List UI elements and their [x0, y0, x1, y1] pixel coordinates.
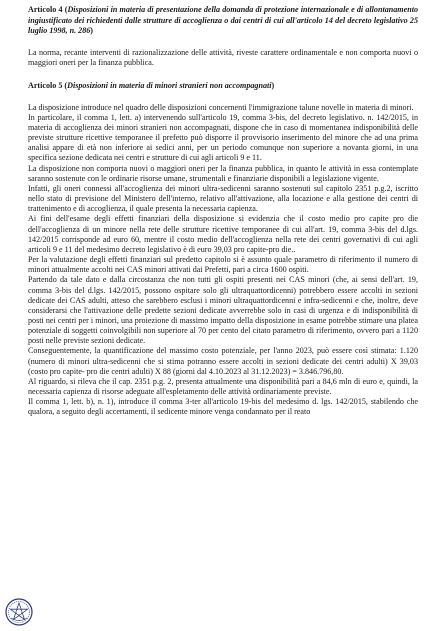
article-5-paragraph: La disposizione introduce nel quadro delle disposizioni concernenti l'immigrazione talune novelle in materia di minori. [28, 102, 414, 112]
article-5-paragraph: La disposizione non comporta nuovi o maggiori oneri per la finanza pubblica, in quanto le attività in essa contemplate saranno sostenute con le ordinarie risorse umane, strumentali e finanziarie disponibili a legislazione vigente. [28, 163, 418, 183]
article-5-paragraph: Ai fini dell'esame degli effetti finanziari della disposizione si evidenzia che il costo medio pro capite pro die dell'accoglienza di un minore nella rete delle strutture ricettive temporanee di cui all'art. 19, comma 3-bis del d.lgs. 142/2015 corrisponde ad euro 60, mentre il costo medio dell'accoglienza nella rete dei centri governativi di cui agli articoli 9 e 11 del medesimo decreto legislativo è di euro 39,03 pro capite-pro die.. [28, 214, 418, 254]
article-4-body: La norma, recante interventi di razionalizzazione delle attività, riveste carattere ordinamentale e non comporta nuovi o maggiori oneri per la finanza pubblica. [28, 47, 418, 67]
document-page [28, 5, 418, 418]
article-5-paragraph: Partendo da tale dato e dalla circostanza che non tutti gli ospiti presenti nei CAS minori (che, ai sensi dell'art. 19, comma 3-bis del d.lgs. 142/2015, possono ospitare solo gli ultraquattordicenni) potrebbero essere accolti in sezioni dedicate dei CAS adulti, atteso che sarebbero esclusi i minori ultraquattordicenni e infra-sedicenni e che, inoltre, deve considerarsi che l'attivazione delle predette sezioni dedicate avverrebbe solo in casi di urgenza e di indisponibilità di posti nei centri per i minori, una proiezione di massimo impatto della disposizione in esame potrebbe stimare una platea potenziale di soggetti coinvolgibili non superiore al 70 per cento del citato parametro di riferimento, ovvero pari a 1120 posti nelle previste sezioni dedicate. [28, 275, 418, 346]
article-5-paragraph: Al riguardo, si rileva che il cap. 2351 p.g. 2, presenta attualmente una disponibilità pari a 84,6 mln di euro e, quindi, la necessaria capienza di risorse adeguate all'espletamento delle attività ordinariamente previste. [28, 376, 418, 397]
article-5-heading-suffix: ) [271, 81, 275, 91]
article-5-heading [28, 81, 418, 92]
article-4-heading-title: Disposizioni in materia di presentazione della domanda di protezione internazionale e di allontanamento ingiustificato dei richiedenti dalle strutture di accoglienza o dai centri di cui all'articolo 14 del decreto legislativo 25 luglio 1998, n. 286 [28, 5, 418, 36]
article-5-paragraph: Per la valutazione degli effetti finanziari sul predetto capitolo si è assunto quale parametro di riferimento il numero di minori attualmente accolti nei CAS minori attivati dai Prefetti, pari a circa 1600 ospiti. [28, 255, 418, 275]
article-4-heading-prefix: Articolo 4 ( [28, 5, 68, 14]
article-4-heading-suffix: ) [90, 26, 93, 36]
article-5-paragraph: In particolare, il comma 1, lett. a) intervenendo sull'articolo 19, comma 3-bis, del decreto legislativo. n. 142/2015, in materia di accoglienza dei minori stranieri non accompagnati, dispone che in caso di momentanea indisponibilità delle previste strutture ricettive temporanee il prefetto può disporre il provvisorio inserimento del minore che ad una prima analisi appare di età non inferiore ai sedici anni, per un periodo comunque non superiore a novanta giorni, in una specifica sezione dedicata nei centri e strutture di cui agli articoli 9 e 11. [28, 112, 418, 163]
article-5-paragraph: Conseguentemente, la quantificazione del massimo costo potenziale, per l'anno 2023, può essere così stimata: 1.120 (numero di minori ultra-sedicenni che si stima potranno essere accolti in sezioni dedicate dei centri adulti) X 39,03 (costo pro capite- pro die centri adulti) X 88 (giorni dal 4.10.2023 al 31.12.2023) = 3.846.796,80. [28, 346, 418, 376]
article-5-heading-title: Disposizioni in materia di minori stranieri non accompagnati [67, 81, 272, 91]
article-5-paragraph: Infatti, gli oneri connessi all'accoglienza dei minori ultra-sedicenni saranno sostenuti sul capitolo 2351 p.g.2, iscritto nello stato di previsione del Ministero dell'interno, relativo all'attivazione, alla locazione e alla gestione dei centri di trattenimento e di accoglienza, il quale presenta la necessaria capienza. [28, 183, 418, 214]
article-5-heading-prefix: Articolo 5 ( [28, 81, 68, 91]
article-4-heading [28, 5, 418, 37]
ministry-seal-icon [5, 598, 33, 626]
article-5-paragraph: Il comma 1, lett. b), n. 1), introduce il comma 3-ter all'articolo 19-bis del medesimo d. lgs. 142/2015, stabilendo che qualora, a seguito degli accertamenti, il sedicente minore venga condannato per il reato [28, 397, 418, 417]
